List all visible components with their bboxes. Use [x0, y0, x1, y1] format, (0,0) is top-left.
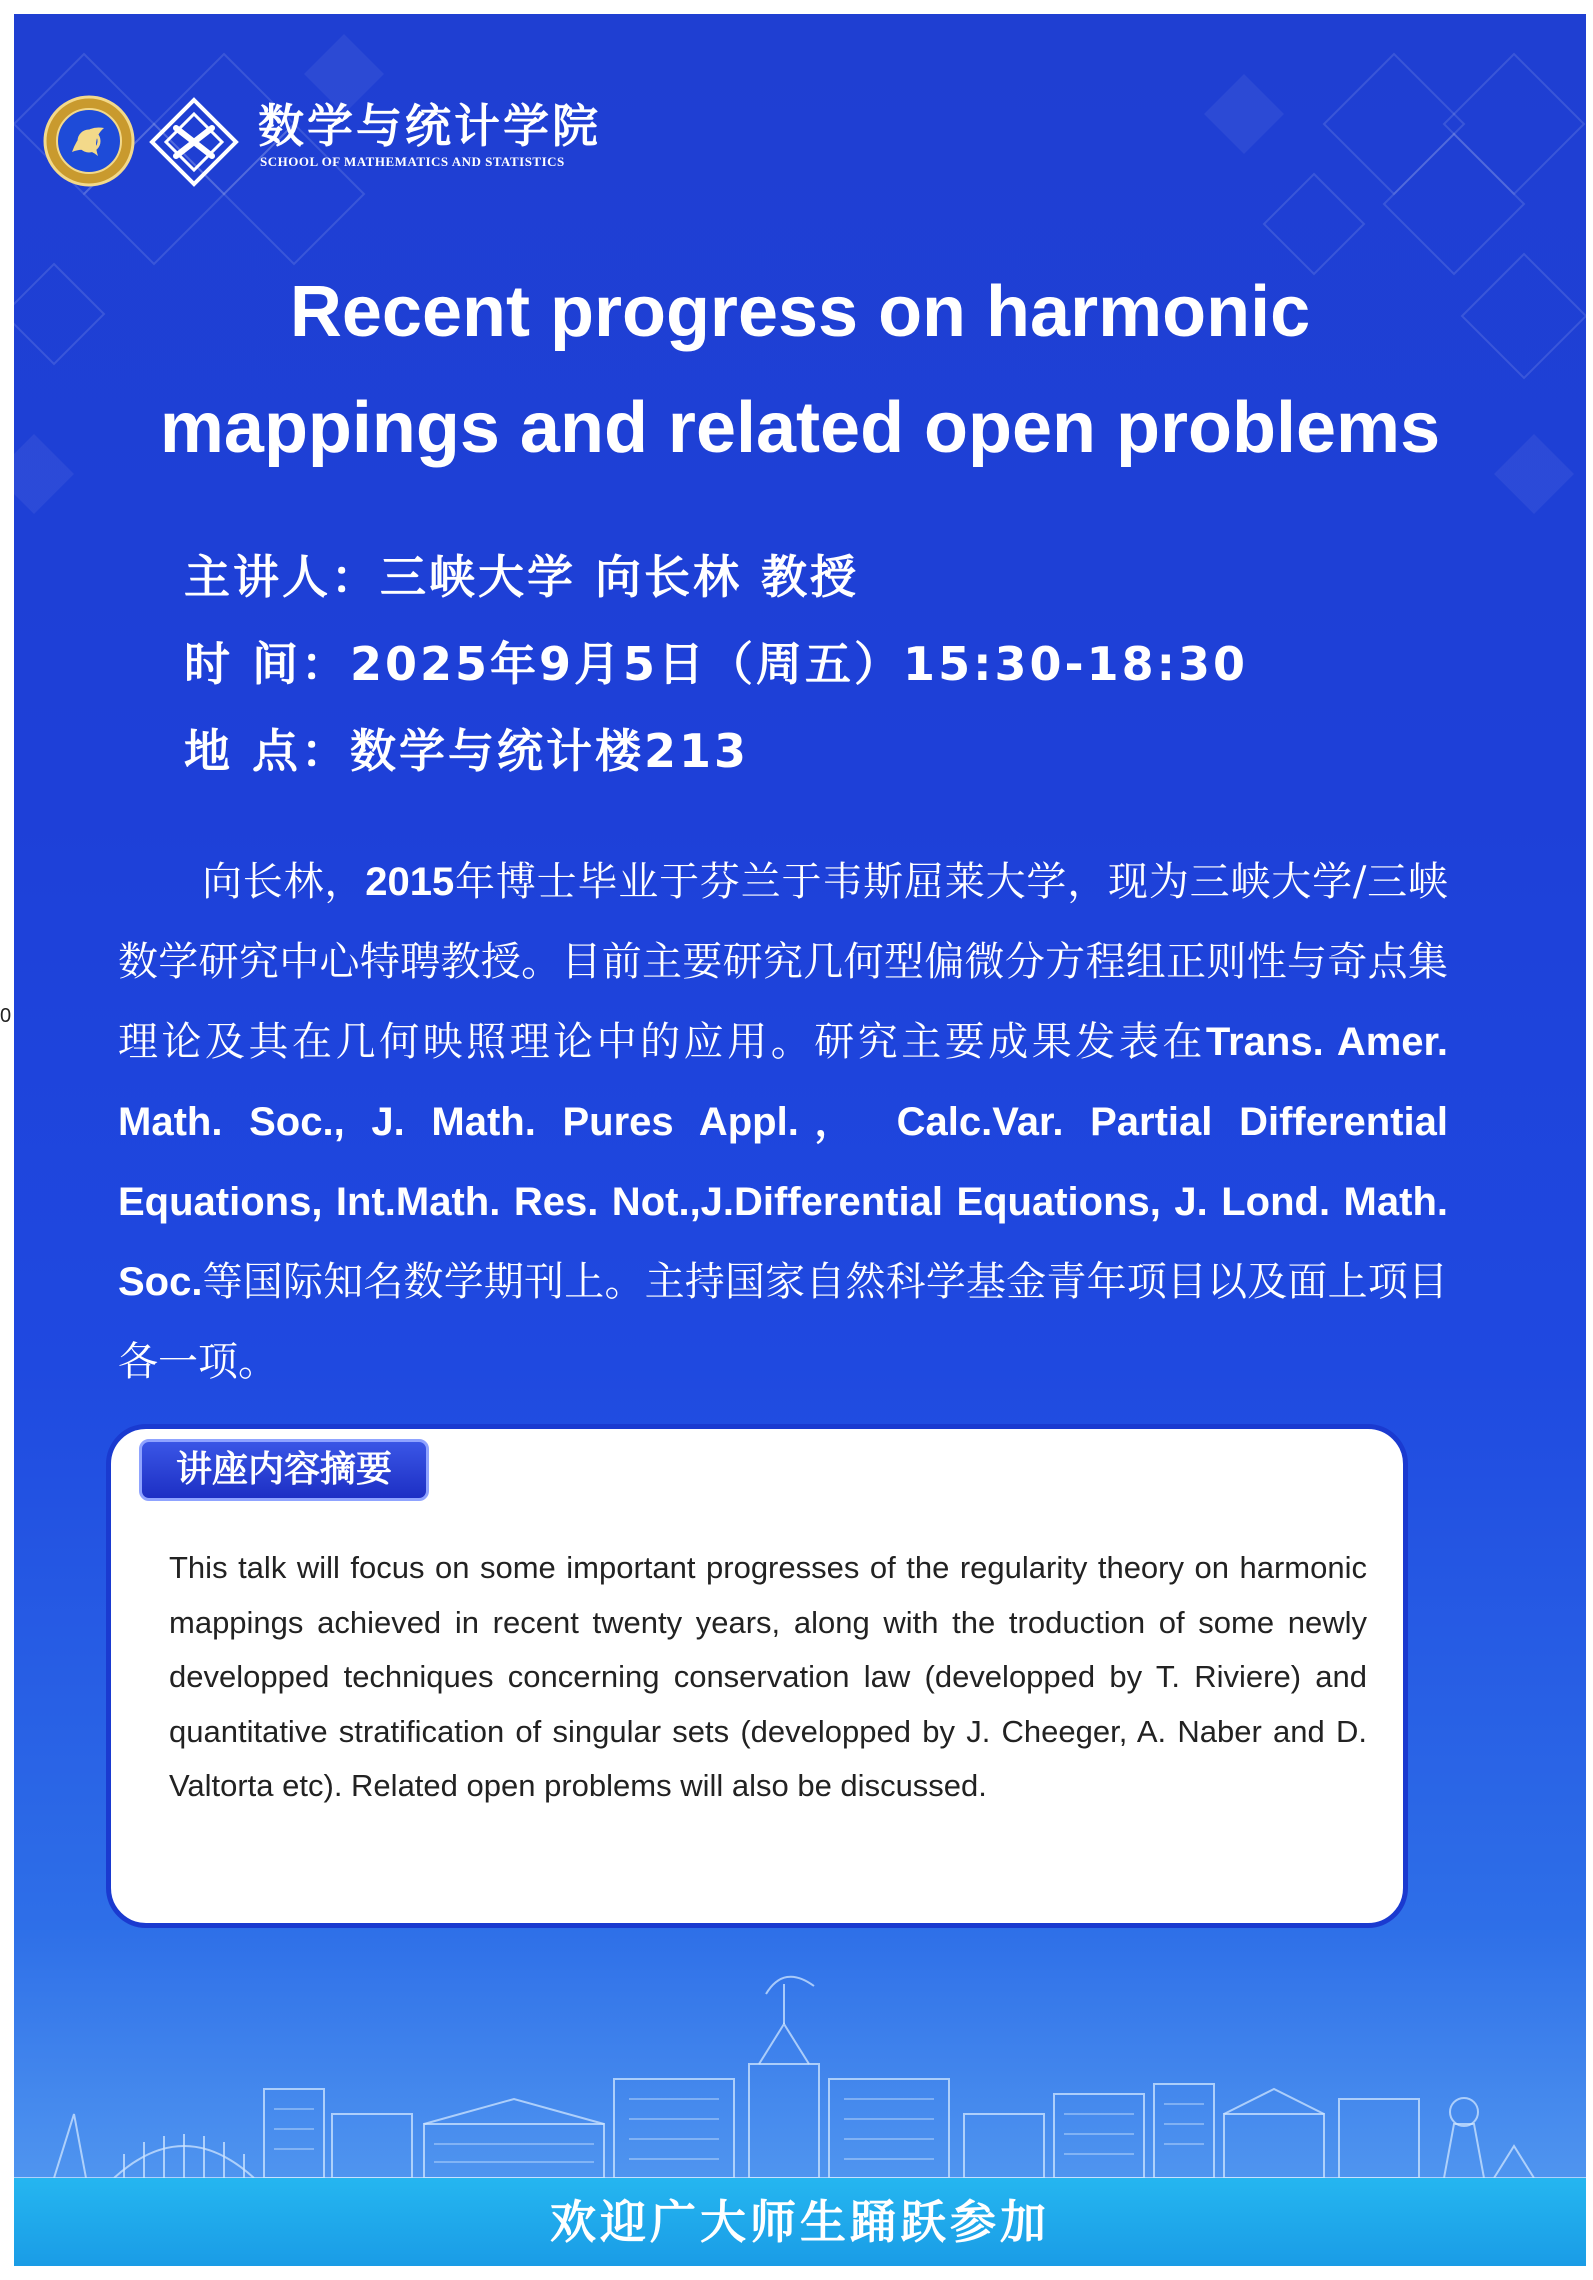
bio-text-1: 向长林， — [202, 859, 366, 905]
lecture-info — [184, 534, 1248, 795]
title-line-1: Recent progress on harmonic — [289, 272, 1311, 352]
campus-skyline-illustration — [14, 1964, 1586, 2184]
bio-text-3: 等国际知名数学期刊上。主持国家自然科学基金青年项目以及面上项目各一项。 — [118, 1259, 1448, 1385]
lecture-poster — [14, 14, 1586, 2266]
bio-journals: Trans. Amer. Math. Soc., J. Math. Pures Appl.， Calc.Var. Partial Differential Equations, Int.Math. Res. Not.,J.Differential Equations, J. Lond. Math. Soc. — [118, 1020, 1449, 1304]
speaker-bio — [118, 842, 1448, 1402]
university-emblem-icon — [42, 94, 136, 188]
title-line-2: mappings and related open problems — [159, 388, 1441, 468]
abstract-heading: 讲座内容摘要 — [139, 1439, 429, 1501]
school-name-cn: 数学与统计学院 — [258, 99, 601, 153]
time-row: 时 间：2025年9月5日（周五）15:30-18:30 — [184, 637, 1248, 691]
footer-band — [14, 2178, 1586, 2266]
school-logo-icon — [148, 96, 240, 188]
bio-text-2: 年博士毕业于芬兰于韦斯屈莱大学，现为三峡大学/三峡数学研究中心特聘教授。目前主要研究几何型偏微分方程组正则性与奇点集理论及其在几何映照理论中的应用。研究主要成果发表在 — [118, 859, 1448, 1065]
abstract-text: This talk will focus on some important progresses of the regularity theory on harmonic mappings achieved in recent twenty years, along with the troduction of some newly developped techniques concerning conservation law (developped by T. Riviere) and quantitative stratification of singular sets (developped by J. Cheeger, A. Naber and D. Valtorta etc). Related open problems will also be discussed. — [169, 1550, 1367, 1803]
lecture-title — [14, 254, 1586, 486]
abstract-card — [106, 1424, 1408, 1928]
place-row: 地 点：数学与统计楼213 — [184, 724, 750, 778]
speaker-row: 主讲人：三峡大学 向长林 教授 — [184, 550, 860, 604]
welcome-message: 欢迎广大师生踊跃参加 — [550, 2195, 1050, 2249]
header — [42, 86, 642, 196]
school-name-en: SCHOOL OF MATHEMATICS AND STATISTICS — [260, 154, 565, 169]
page-margin-mark: 0 — [0, 1005, 12, 1027]
bio-year: 2015 — [365, 860, 455, 904]
